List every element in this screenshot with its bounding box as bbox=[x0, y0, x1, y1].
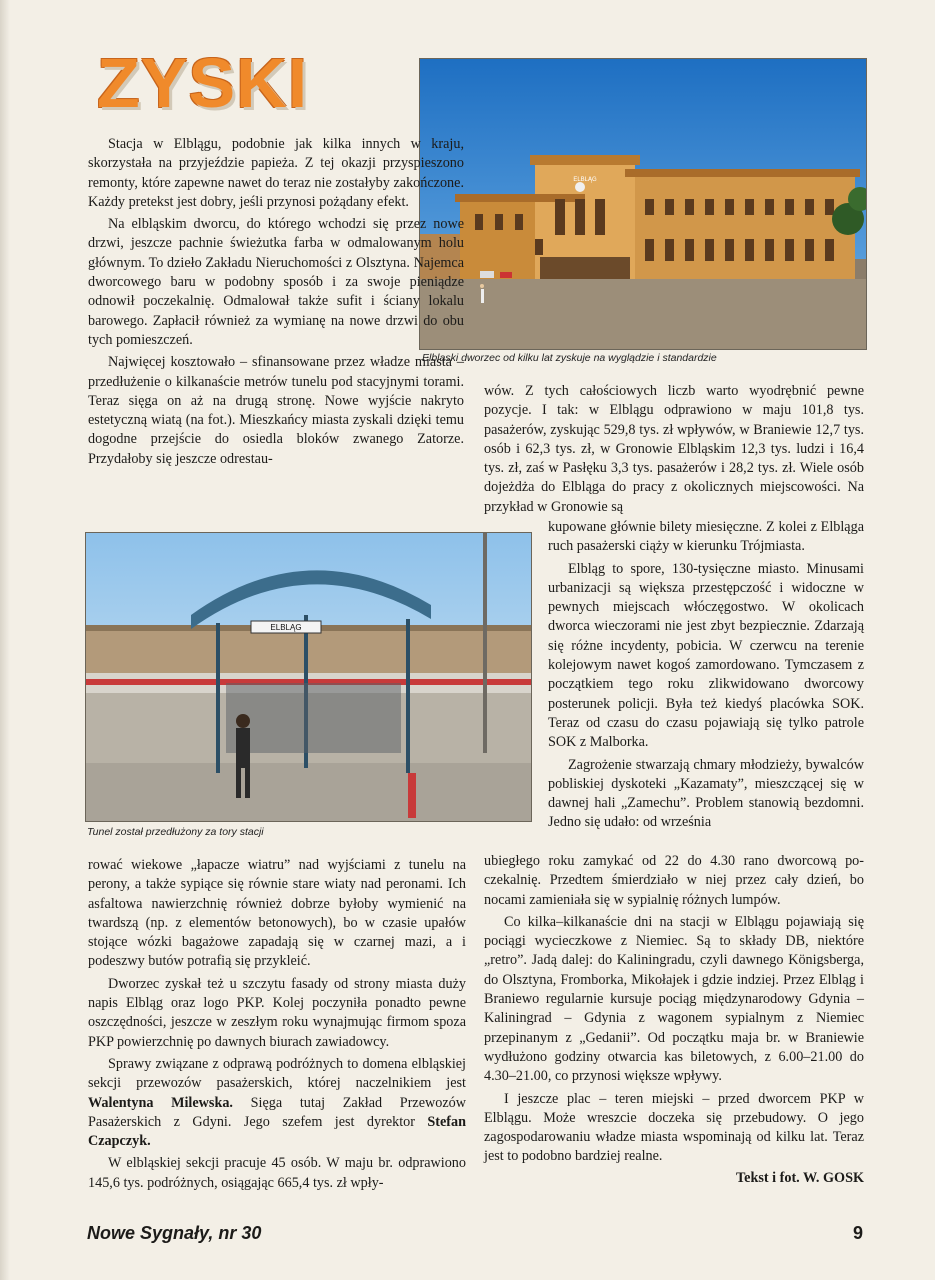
right-column-lower bbox=[484, 852, 864, 1188]
paragraph: I jeszcze plac – teren miejski – przed dworcem PKP w Elblągu. Może wreszcie doczeka się przebudowy. O jego zagospodarowaniu władze miasta wspominają od kilku lat. Teraz jest to podobno bardziej realne. bbox=[484, 1090, 864, 1165]
tunnel-sign: ELBLĄG bbox=[270, 623, 302, 632]
paragraph: kupowane głównie bilety miesięczne. Z kolei z Elbląga ruch pasażerski ciąży w kierunku Trójmiasta. bbox=[548, 519, 864, 555]
paragraph: ubiegłego roku zamykać od 22 do 4.30 rano dworcową poczekalnię. Przedtem śmierdziało w niej przez cały dzień, bo nocami zamieniała się w sypialnię różnych lumpów. bbox=[484, 853, 864, 908]
paragraph: W elbląskiej sekcji pracuje 45 osób. W maju br. odprawiono 145,6 tys. podróżnych, osiągając 665,4 tys. zł wpły- bbox=[88, 1155, 466, 1191]
right-column-middle bbox=[548, 518, 864, 833]
headline: ZYSKI bbox=[97, 44, 309, 122]
author-signature: Tekst i fot. W. GOSK bbox=[736, 1169, 864, 1186]
left-column-top bbox=[88, 135, 464, 469]
paragraph-text: Sięga tutaj Zakład Przewozów Pasażerskich z Gdyni. Jego szefem jest dyrektor bbox=[88, 1094, 466, 1130]
person-name: Stefan Czapczyk. bbox=[88, 1113, 466, 1150]
station-sign: ELBLĄG bbox=[573, 177, 597, 183]
station-building-photo bbox=[419, 58, 867, 350]
paragraph: Co kilka–kilkanaście dni na stacji w Elblągu pojawiają się pociągi wycieczkowe z Niemiec. Są to składy DB, niektóre „retro”. Jadą dalej: do Kaliningradu, czyli dawnego Königsberga, do Olsztyna, Fromborka, Mikołajek i gdzie indziej. Przez Elbląg i Braniewo regularnie kursuje pociąg międzynarodowy Gdynia – Kaliningrad – Gdynia z wagonem sypialnym z Niemiec przepinanym z „Gedanii”. Od początku maja br. w Braniewie wydłużono godziny otwarcia kas biletowych, z 6.00–21.00 do 4.30–21.00, co przynosi większe wpływy. bbox=[484, 913, 864, 1085]
page-number: 9 bbox=[853, 1223, 864, 1243]
tunnel-photo-caption: Tunel został przedłużony za tory stacji bbox=[87, 826, 264, 838]
paragraph: Dworzec zyskał też u szczytu fasady od strony miasta duży napis Elbląg oraz logo PKP. Kolej poczyniła ponadto pewne oszczędności, jeszcze w zeszłym roku wynajmując firmom spoza PKP powierzchnię po dawnych biurach zawiadowcy. bbox=[88, 975, 466, 1050]
left-column-bottom bbox=[88, 856, 466, 1193]
paragraph bbox=[88, 1055, 466, 1151]
right-column-upper bbox=[484, 382, 864, 517]
paragraph: wów. Z tych całościowych liczb warto wyodrębnić pewne pozycje. I tak: w Elblągu odprawiono w maju 101,8 tys. pasażerów, zyskując 529,8 tys. zł wpływów, w Braniewie 12,7 tys. osób i 62,3 tys. zł, w Gronowie Elbląskim 12,3 tys. ludzi i 16,4 tys. zł, zaś w Pasłęku 3,3 tys. pasażerów i 28,2 tys. zł. Wiele osób dojeżdża do Elbląga do pracy z okolicznych miejscowości. Na przykład w Gronowie są bbox=[484, 383, 864, 515]
station-photo-caption: Elbląski dworzec od kilku lat zyskuje na wyglądzie i standardzie bbox=[422, 352, 717, 364]
paragraph: Elbląg to spore, 130-tysięczne miasto. Minusami urbanizacji są większa przestępczość i widoczne w pewnych miejscach włóczęgostwo. W okolicach dworca wieczorami nie jest zbyt bezpiecznie. Zdarzają się różne incydenty, pobicia. W czerwcu na terenie kolejowym nawet kogoś zamordowano. Tymczasem z początkiem tego roku zlikwidowano dworcowy posterunek policji. Była też kiedyś placówka SOK. Teraz od czasu do czasu pojawiają się tylko patrole SOK z Malborka. bbox=[548, 560, 864, 751]
magazine-footer: Nowe Sygnały, nr 30 bbox=[87, 1223, 262, 1243]
paragraph: Stacja w Elblągu, podobnie jak kilka innych w kraju, skorzystała na przyjeździe papieża. Z tej okazji przyspieszono remonty, które zapewne nawet do teraz nie zostałyby zakończone. Każdy pretekst jest dobry, jeśli przynosi pożądany efekt. bbox=[88, 136, 464, 210]
page-binding-edge bbox=[0, 0, 10, 1280]
paragraph: Na elbląskim dworcu, do którego wchodzi się przez nowe drzwi, jeszcze pachnie świeżutka farba w odmalowanym holu głównym. To dzieło Zakładu Nieruchomości z Olsztyna. Najemca dworcowego baru w podobny sposób i za swoje pieniądze odnowił poczekalnię. Odmalował także sufit i ściany lokalu barowego. Zapłacił również za wymianę na nowe drzwi do obu tych pomieszczeń. bbox=[88, 216, 464, 348]
paragraph: Zagrożenie stwarzają chmary młodzieży, bywalców pobliskiej dyskoteki „Kazamaty”, mieszczącej się w dawnej hali „Zamechu”. Problem stanowią bezdomni. Jedno się udało: od września bbox=[548, 756, 864, 831]
person-name: Walentyna Milewska. bbox=[88, 1094, 233, 1111]
paragraph: rować wiekowe „łapacze wiatru” nad wyjściami z tunelu na perony, a także sypiące się równie stare wiaty nad peronami. Ich asfaltowa nawierzchnię również dobrze byłoby wymienić na twardszą (np. z elementów betonowych), bo w czasie upałów stojące wózki bagażowe zapadają się w czarnej mazi, a i podeszwy butów potrafią się przykleić. bbox=[88, 857, 466, 970]
paragraph-text: Sprawy związane z odprawą podróżnych to domena elbląskiej sekcji przewozów pasażerskich, której naczelnikiem jest bbox=[88, 1055, 466, 1092]
paragraph: Najwięcej kosztowało – sfinansowane przez władze miasta – przedłużenie o kilkanaście metrów tunelu pod stacyjnymi torami. Teraz sięga on aż na drugą stronę. Nowe wyjście nakryto estetyczną wiatą (na fot.). Mieszkańcy miasta zyskali dzięki temu dogodne przejście do osiedla bloków zwanego Zatorze. Przydałoby się jeszcze odrestau- bbox=[88, 354, 464, 467]
tunnel-exit-photo bbox=[85, 532, 532, 822]
